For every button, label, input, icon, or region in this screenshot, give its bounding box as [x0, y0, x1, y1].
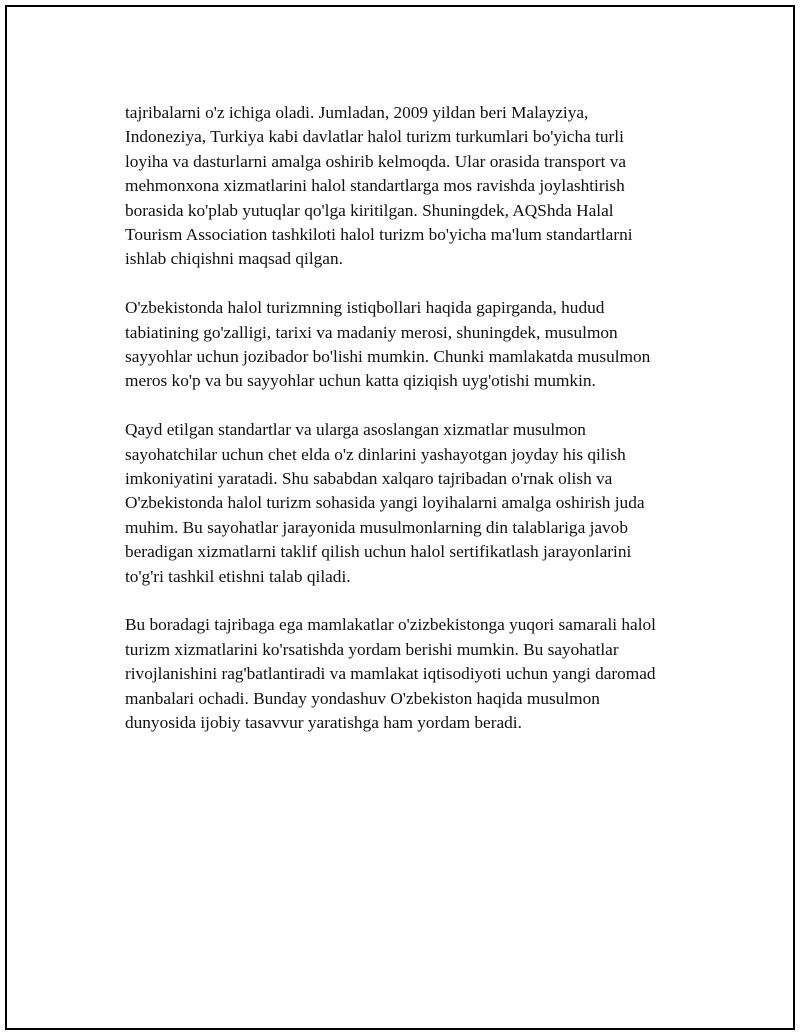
text-line: borasida ko'plab yutuqlar qo'lga kiritilgan. Shuningdek, AQShda Halal	[125, 200, 614, 220]
text-line: muhim. Bu sayohatlar jarayonida musulmonlarning din talablariga javob	[125, 517, 628, 537]
text-line: rivojlanishini rag'batlantiradi va mamlakat iqtisodiyoti uchun yangi daromad	[125, 664, 656, 684]
text-line: meros ko'p va bu sayyohlar uchun katta qiziqish uyg'otishi mumkin.	[125, 371, 596, 391]
text-line: mehmonxona xizmatlarini halol standartlarga mos ravishda joylashtirish	[125, 176, 625, 196]
text-line: Bu boradagi tajribaga ega mamlakatlar o'zizbekistonga yuqori samarali halol	[125, 615, 656, 635]
paragraph-2	[125, 296, 705, 394]
text-line: dunyosida ijobiy tasavvur yaratishga ham yordam beradi.	[125, 713, 522, 733]
text-line: O'zbekistonda halol turizm sohasida yangi loyihalarni amalga oshirish juda	[125, 493, 645, 513]
text-line: Indoneziya, Turkiya kabi davlatlar halol turizm turkumlari bo'yicha turli	[125, 127, 624, 147]
paragraph-1	[125, 101, 705, 272]
text-line: sayohatchilar uchun chet elda o'z dinlarini yashayotgan joyday his qilish	[125, 444, 626, 464]
text-line: Qayd etilgan standartlar va ularga asoslangan xizmatlar musulmon	[125, 420, 586, 440]
text-line: tabiatining go'zalligi, tarixi va madaniy merosi, shuningdek, musulmon	[125, 322, 618, 342]
text-line: O'zbekistonda halol turizmning istiqbollari haqida gapirganda, hudud	[125, 298, 605, 318]
page-frame	[5, 5, 795, 1030]
text-line: turizm xizmatlarini ko'rsatishda yordam berishi mumkin. Bu sayohatlar	[125, 639, 619, 659]
text-line: Tourism Association tashkiloti halol turizm bo'yicha ma'lum standartlarni	[125, 225, 633, 245]
document-body	[125, 101, 705, 760]
paragraph-3	[125, 418, 705, 589]
paragraph-4	[125, 613, 705, 735]
text-line: imkoniyatini yaratadi. Shu sababdan xalqaro tajribadan o'rnak olish va	[125, 469, 613, 489]
text-line: sayyohlar uchun jozibador bo'lishi mumkin. Chunki mamlakatda musulmon	[125, 347, 651, 367]
text-line: manbalari ochadi. Bunday yondashuv O'zbekiston haqida musulmon	[125, 688, 600, 708]
text-line: to'g'ri tashkil etishni talab qiladi.	[125, 566, 351, 586]
text-line: tajribalarni o'z ichiga oladi. Jumladan, 2009 yildan beri Malayziya,	[125, 103, 589, 122]
text-line: ishlab chiqishni maqsad qilgan.	[125, 249, 343, 269]
text-line: loyiha va dasturlarni amalga oshirib kelmoqda. Ular orasida transport va	[125, 151, 627, 171]
text-line: beradigan xizmatlarni taklif qilish uchun halol sertifikatlash jarayonlarini	[125, 542, 632, 562]
